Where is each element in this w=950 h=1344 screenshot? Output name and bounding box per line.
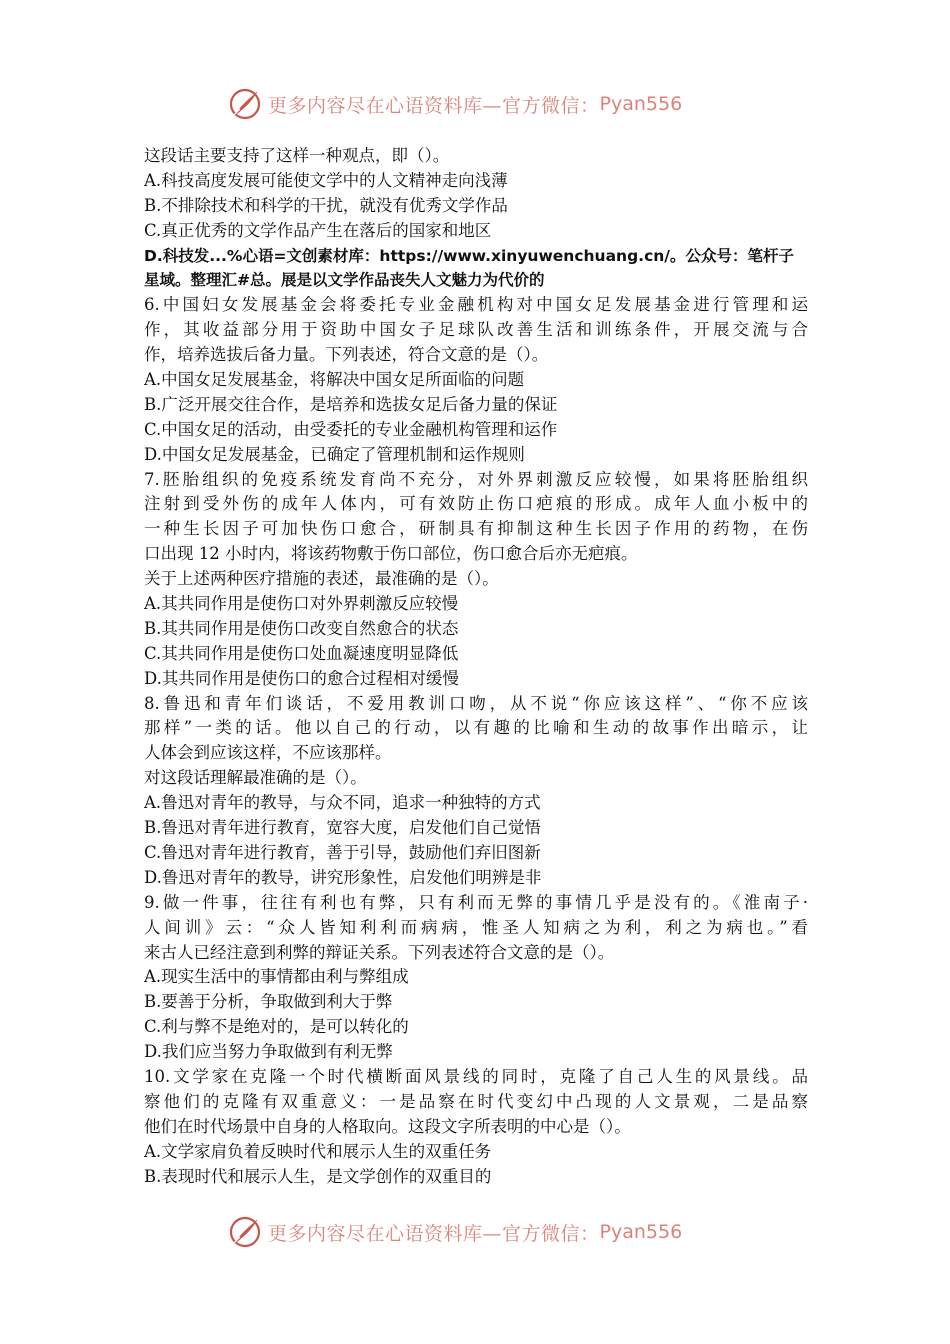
- quill-logo-icon: [228, 1215, 262, 1249]
- text-line: 7.胚胎组织的免疫系统发育尚不充分，对外界刺激反应较慢，如果将胚胎组织: [144, 469, 808, 489]
- text-line: C.利与弊不是绝对的，是可以转化的: [144, 1017, 409, 1037]
- quill-logo-icon: [228, 87, 262, 121]
- text-line: B.要善于分析，争取做到利大于弊: [144, 992, 393, 1012]
- text-line: A.现实生活中的事情都由利与弊组成: [144, 967, 409, 987]
- text-line: 8.鲁迅和青年们谈话，不爱用教训口吻，从不说“你应该这样”、“你不应该: [144, 693, 808, 713]
- text-line: 一种生长因子可加快伤口愈合，研制具有抑制这种生长因子作用的药物，在伤: [144, 519, 808, 539]
- text-line: 星域。整理汇#总。展是以文学作品丧失人文魅力为代价的: [144, 271, 545, 290]
- text-line: A.文学家肩负着反映时代和展示人生的双重任务: [144, 1141, 492, 1161]
- text-line: D.科技发...%心语=文创素材库：https://www.xinyuwenchuang.cn/。公众号：笔杆子: [144, 246, 794, 265]
- text-line: D.中国女足发展基金，已确定了管理机制和运作规则: [144, 444, 525, 464]
- text-line: B.其共同作用是使伤口改变自然愈合的状态: [144, 618, 459, 638]
- header-brand-text: 更多内容尽在心语资料库—官方微信：: [268, 94, 600, 117]
- text-line: 6.中国妇女发展基金会将委托专业金融机构对中国女足发展基金进行管理和运: [144, 295, 808, 315]
- footer-banner: [228, 1212, 682, 1252]
- text-line: D.我们应当努力争取做到有利无弊: [144, 1042, 393, 1062]
- footer-wechat-handle: Pyan556: [599, 1221, 683, 1243]
- text-line: B.鲁迅对青年进行教育，宽容大度，启发他们自己觉悟: [144, 818, 541, 838]
- text-line: 关于上述两种医疗措施的表述，最准确的是（）。: [144, 569, 499, 589]
- text-line: B.广泛开展交往合作，是培养和选拔女足后备力量的保证: [144, 394, 558, 414]
- header-banner: [228, 84, 682, 124]
- text-line: 10.文学家在克隆一个时代横断面风景线的同时，克隆了自己人生的风景线。品: [144, 1066, 808, 1086]
- text-line: B.不排除技术和科学的干扰，就没有优秀文学作品: [144, 195, 508, 215]
- text-line: 对这段话理解最准确的是（）。: [144, 768, 367, 788]
- text-line: D.其共同作用是使伤口的愈合过程相对缓慢: [144, 668, 459, 688]
- text-line: C.中国女足的活动，由受委托的专业金融机构管理和运作: [144, 419, 558, 439]
- text-line: 来古人已经注意到利弊的辩证关系。下列表述符合文意的是（）。: [144, 942, 615, 962]
- text-line: 那样”一类的话。他以自己的行动，以有趣的比喻和生动的故事作出暗示，让: [144, 718, 808, 738]
- text-line: 作，培养选拔后备力量。下列表述，符合文意的是（）。: [144, 345, 549, 365]
- text-line: B.表现时代和展示人生，是文学创作的双重目的: [144, 1166, 492, 1186]
- text-line: A.中国女足发展基金，将解决中国女足所面临的问题: [144, 370, 525, 390]
- text-line: 人间训》云：“众人皆知利利而病病，惟圣人知病之为利，利之为病也。”看: [144, 917, 808, 937]
- text-line: 作，其收益部分用于资助中国女子足球队改善生活和训练条件，开展交流与合: [144, 320, 808, 340]
- header-wechat-handle: Pyan556: [599, 93, 683, 115]
- text-line: C.真正优秀的文学作品产生在落后的国家和地区: [144, 220, 492, 240]
- text-line: 注射到受外伤的成年人体内，可有效防止伤口疤痕的形成。成年人血小板中的: [144, 494, 808, 514]
- text-line: A.科技高度发展可能使文学中的人文精神走向浅薄: [144, 170, 508, 190]
- text-line: 口出现 12 小时内，将该药物敷于伤口部位，伤口愈合后亦无疤痕。: [144, 544, 638, 564]
- text-line: A.鲁迅对青年的教导，与众不同，追求一种独特的方式: [144, 793, 541, 813]
- document-body: [144, 144, 808, 1189]
- footer-brand-text: 更多内容尽在心语资料库—官方微信：: [268, 1222, 600, 1245]
- text-line: 人体会到应该这样，不应该那样。: [144, 743, 392, 763]
- text-line: C.其共同作用是使伤口处血凝速度明显降低: [144, 643, 459, 663]
- text-line: C.鲁迅对青年进行教育，善于引导，鼓励他们弃旧图新: [144, 842, 541, 862]
- text-line: 察他们的克隆有双重意义：一是品察在时代变幻中凸现的人文景观，二是品察: [144, 1091, 808, 1111]
- text-line: D.鲁迅对青年的教导，讲究形象性，启发他们明辨是非: [144, 867, 542, 887]
- text-line: 他们在时代场景中自身的人格取向。这段文字所表明的中心是（）。: [144, 1116, 631, 1136]
- text-line: A.其共同作用是使伤口对外界刺激反应较慢: [144, 594, 459, 614]
- text-line: 9.做一件事，往往有利也有弊，只有利而无弊的事情几乎是没有的。《淮南子·: [144, 892, 808, 912]
- text-line: 这段话主要支持了这样一种观点，即（）。: [144, 146, 450, 165]
